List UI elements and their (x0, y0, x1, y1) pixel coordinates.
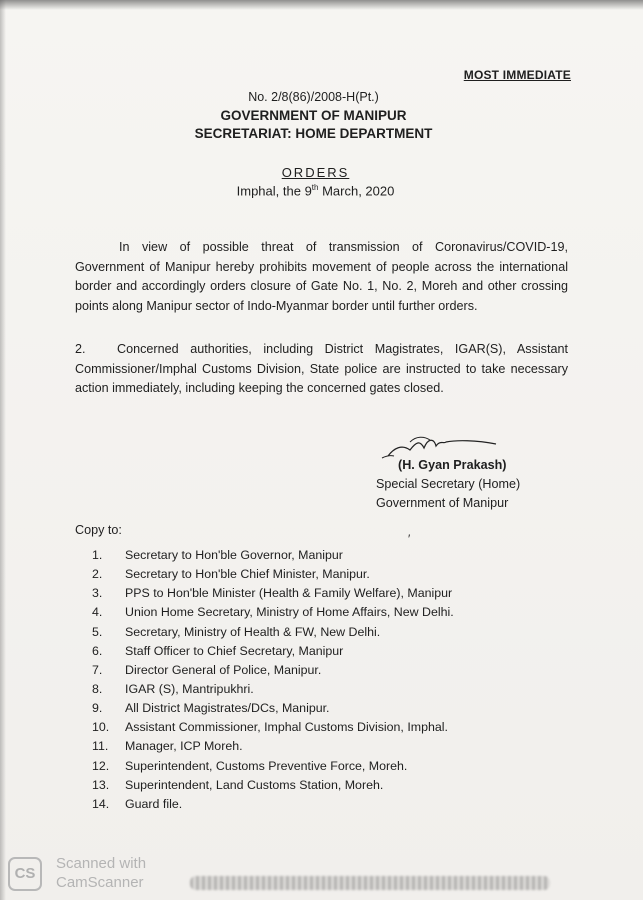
copy-to-item-number: 2. (92, 567, 103, 582)
signatory-block (376, 456, 520, 513)
copy-to-item-text: Secretary to Hon'ble Governor, Manipur (125, 548, 343, 562)
government-heading: GOVERNMENT OF MANIPUR (220, 108, 407, 123)
copy-to-item (92, 642, 454, 661)
copy-to-item-number: 11. (92, 739, 109, 754)
camscanner-logo-icon: CS (8, 857, 42, 891)
orders-title: ORDERS (281, 165, 350, 180)
reference-number: No. 2/8(86)/2008-H(Pt.) (248, 90, 379, 104)
department-heading: SECRETARIAT: HOME DEPARTMENT (194, 126, 433, 141)
copy-to-item-text: Secretary to Hon'ble Chief Minister, Manipur. (125, 567, 370, 582)
copy-to-item (92, 584, 454, 603)
copy-to-item-text: All District Magistrates/DCs, Manipur. (125, 701, 330, 716)
copy-to-item (92, 661, 454, 680)
copy-to-item-text: Manager, ICP Moreh. (125, 739, 243, 754)
copy-to-item-number: 6. (92, 643, 103, 658)
paragraph-2-text: Concerned authorities, including District Magistrates, IGAR(S), Assistant Commissioner/Imphal Customs Division, State police are instructed to take necessary action immediately, including keeping the concerned gates closed. (75, 342, 568, 395)
signatory-name: (H. Gyan Prakash) (398, 458, 507, 472)
date-suffix: March, 2020 (318, 183, 395, 199)
stray-mark: ′ (408, 532, 411, 546)
watermark-line-2: CamScanner (56, 874, 144, 891)
copy-to-item-text: Union Home Secretary, Ministry of Home Affairs, New Delhi. (125, 605, 454, 620)
order-paragraph-2 (75, 340, 568, 399)
signatory-designation: Special Secretary (Home) (376, 477, 521, 491)
priority-label: MOST IMMEDIATE (463, 68, 571, 82)
copy-to-item (92, 776, 454, 795)
copy-to-label: Copy to: (75, 523, 122, 537)
copy-to-item-number: 12. (92, 758, 110, 773)
copy-to-item-number: 4. (92, 605, 103, 620)
copy-to-item-number: 1. (92, 548, 103, 562)
copy-to-item-text: IGAR (S), Mantripukhri. (125, 681, 254, 696)
scan-artifact (190, 876, 550, 890)
paragraph-number: 2. (75, 342, 86, 356)
copy-to-item-text: Superintendent, Land Customs Station, Moreh. (125, 777, 384, 792)
copy-to-item (92, 623, 454, 642)
watermark-line-1: Scanned with (56, 855, 147, 872)
copy-to-item (92, 718, 454, 737)
date-prefix: Imphal, the 9 (236, 183, 312, 199)
copy-to-item (92, 546, 454, 565)
copy-to-item-number: 14. (92, 796, 110, 811)
copy-to-item (92, 737, 454, 756)
copy-to-item-text: Assistant Commissioner, Imphal Customs Division, Imphal. (125, 720, 448, 735)
copy-to-item (92, 795, 454, 814)
copy-to-item-number: 5. (92, 624, 103, 639)
copy-to-item (92, 603, 454, 622)
copy-to-item-text: Staff Officer to Chief Secretary, Manipur (125, 643, 344, 658)
copy-to-item-text: Director General of Police, Manipur. (125, 662, 322, 677)
copy-to-item (92, 680, 454, 699)
copy-to-item-number: 10. (92, 720, 110, 735)
copy-to-item-text: Guard file. (125, 796, 183, 811)
copy-to-item (92, 565, 454, 584)
copy-to-item-number: 8. (92, 681, 103, 696)
copy-to-item-number: 3. (92, 586, 103, 601)
copy-to-item-number: 13. (92, 777, 110, 792)
order-date (0, 183, 637, 198)
copy-to-item-text: Secretary, Ministry of Health & FW, New Delhi. (125, 624, 381, 639)
copy-to-item-text: PPS to Hon'ble Minister (Health & Family Welfare), Manipur (125, 586, 453, 601)
date-ordinal: th (311, 183, 319, 192)
copy-to-item-text: Superintendent, Customs Preventive Force, Moreh. (125, 758, 408, 773)
copy-to-item (92, 757, 454, 776)
copy-to-list (92, 546, 454, 814)
order-paragraph-1: In view of possible threat of transmission of Coronavirus/COVID-19, Government of Manipur hereby prohibits movement of people across the international border and accordingly orders closure of Gate No. 1, No. 2, Moreh and other crossing points along Manipur sector of Indo-Myanmar border until further orders. (75, 240, 568, 313)
copy-to-item-number: 7. (92, 662, 103, 677)
scan-top-shadow (0, 0, 643, 10)
copy-to-item-number: 9. (92, 701, 103, 716)
signatory-office: Government of Manipur (376, 496, 509, 510)
copy-to-item (92, 699, 454, 718)
